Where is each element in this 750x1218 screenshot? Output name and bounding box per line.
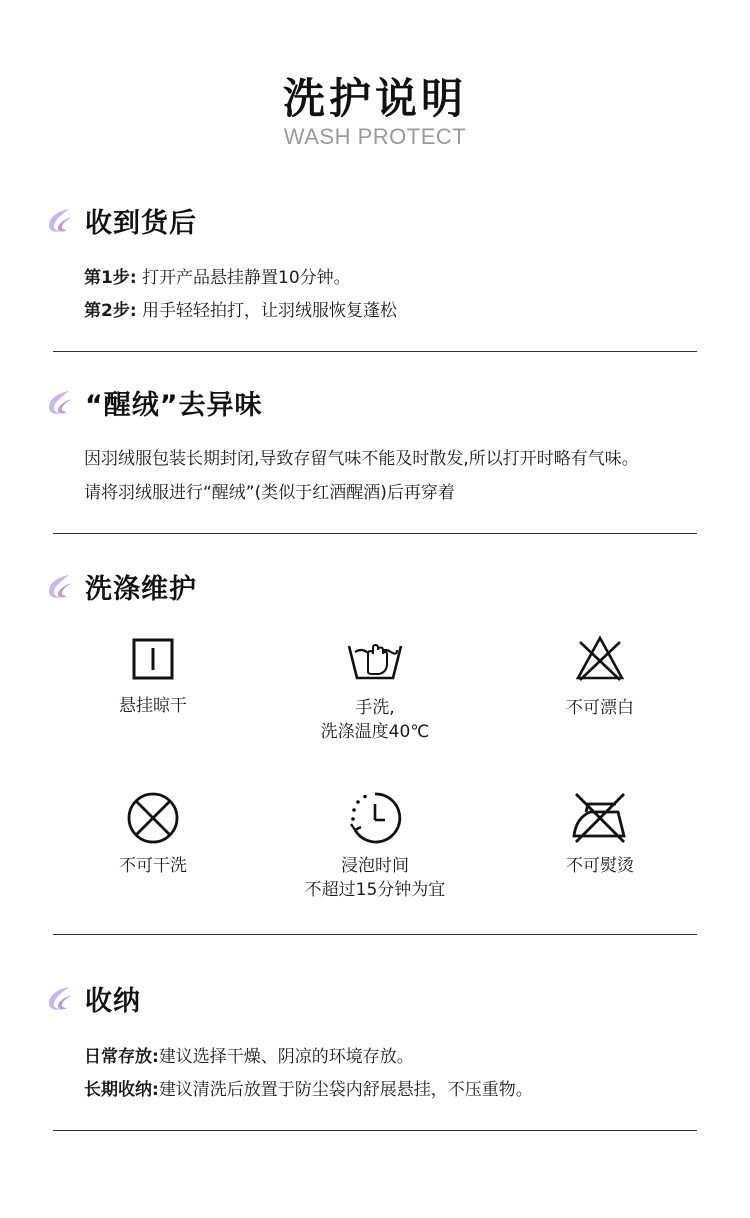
care-label: 不可漂白 — [566, 698, 634, 718]
care-item-soak-timer — [275, 790, 475, 902]
section-storage-title: 收纳 — [85, 985, 141, 1017]
no-dry-clean-icon — [125, 790, 181, 846]
care-label: 不可干洗 — [119, 856, 187, 876]
care-item-hand-wash — [275, 634, 475, 744]
divider — [53, 1130, 697, 1131]
section-deodorize-heading — [45, 382, 263, 422]
care-label: 手洗, — [355, 698, 395, 718]
care-item-hang-dry — [53, 636, 253, 718]
daily-label: 日常存放: — [84, 1047, 159, 1067]
care-label-2: 不超过15分钟为宜 — [304, 880, 446, 900]
brand-leaf-icon — [45, 205, 75, 235]
care-label: 浸泡时间 — [341, 856, 409, 876]
section-storage-heading — [45, 978, 141, 1018]
brand-leaf-icon — [45, 571, 75, 601]
page-subtitle: WASH PROTECT — [283, 124, 467, 149]
no-bleach-icon — [574, 634, 626, 684]
step-1-text: 打开产品悬挂静置10分钟。 — [136, 268, 351, 288]
brand-leaf-icon — [45, 983, 75, 1013]
care-label-2: 洗涤温度40℃ — [320, 722, 430, 742]
care-label: 悬挂晾干 — [119, 696, 187, 716]
care-item-no-bleach — [500, 634, 700, 720]
section-washing-heading — [45, 566, 197, 606]
hang-dry-icon — [130, 636, 176, 682]
brand-leaf-icon — [45, 387, 75, 417]
step-2-label: 第2步: — [84, 301, 137, 321]
page-title: 洗护说明 — [282, 74, 467, 123]
long-text: 建议清洗后放置于防尘袋内舒展悬挂，不压重物。 — [158, 1080, 533, 1100]
care-label: 不可熨烫 — [566, 856, 634, 876]
daily-text: 建议选择干燥、阴凉的环境存放。 — [158, 1047, 414, 1067]
no-iron-icon — [570, 790, 630, 846]
receive-step-1 — [84, 263, 351, 288]
deodorize-line-1: 因羽绒服包装长期封闭,导致存留气味不能及时散发,所以打开时略有气味。 — [84, 449, 639, 469]
storage-daily — [84, 1042, 414, 1067]
divider — [53, 351, 697, 352]
deodorize-line-2: 请将羽绒服进行“醒绒”(类似于红酒醒酒)后再穿着 — [84, 483, 455, 503]
step-1-label: 第1步: — [84, 268, 137, 288]
receive-step-2 — [84, 296, 397, 321]
long-label: 长期收纳: — [84, 1080, 159, 1100]
step-2-text: 用手轻轻拍打，让羽绒服恢复蓬松 — [136, 301, 398, 321]
section-receive-heading — [45, 200, 197, 240]
hand-wash-icon — [345, 634, 405, 684]
section-washing-title: 洗涤维护 — [85, 573, 197, 605]
section-receive-title: 收到货后 — [85, 207, 197, 239]
section-deodorize-title: “醒绒”去异味 — [85, 389, 263, 421]
care-item-no-iron — [500, 790, 700, 878]
storage-long — [84, 1075, 533, 1100]
soak-timer-icon — [347, 790, 403, 846]
care-item-no-dry-clean — [53, 790, 253, 878]
divider — [53, 934, 697, 935]
divider — [53, 533, 697, 534]
